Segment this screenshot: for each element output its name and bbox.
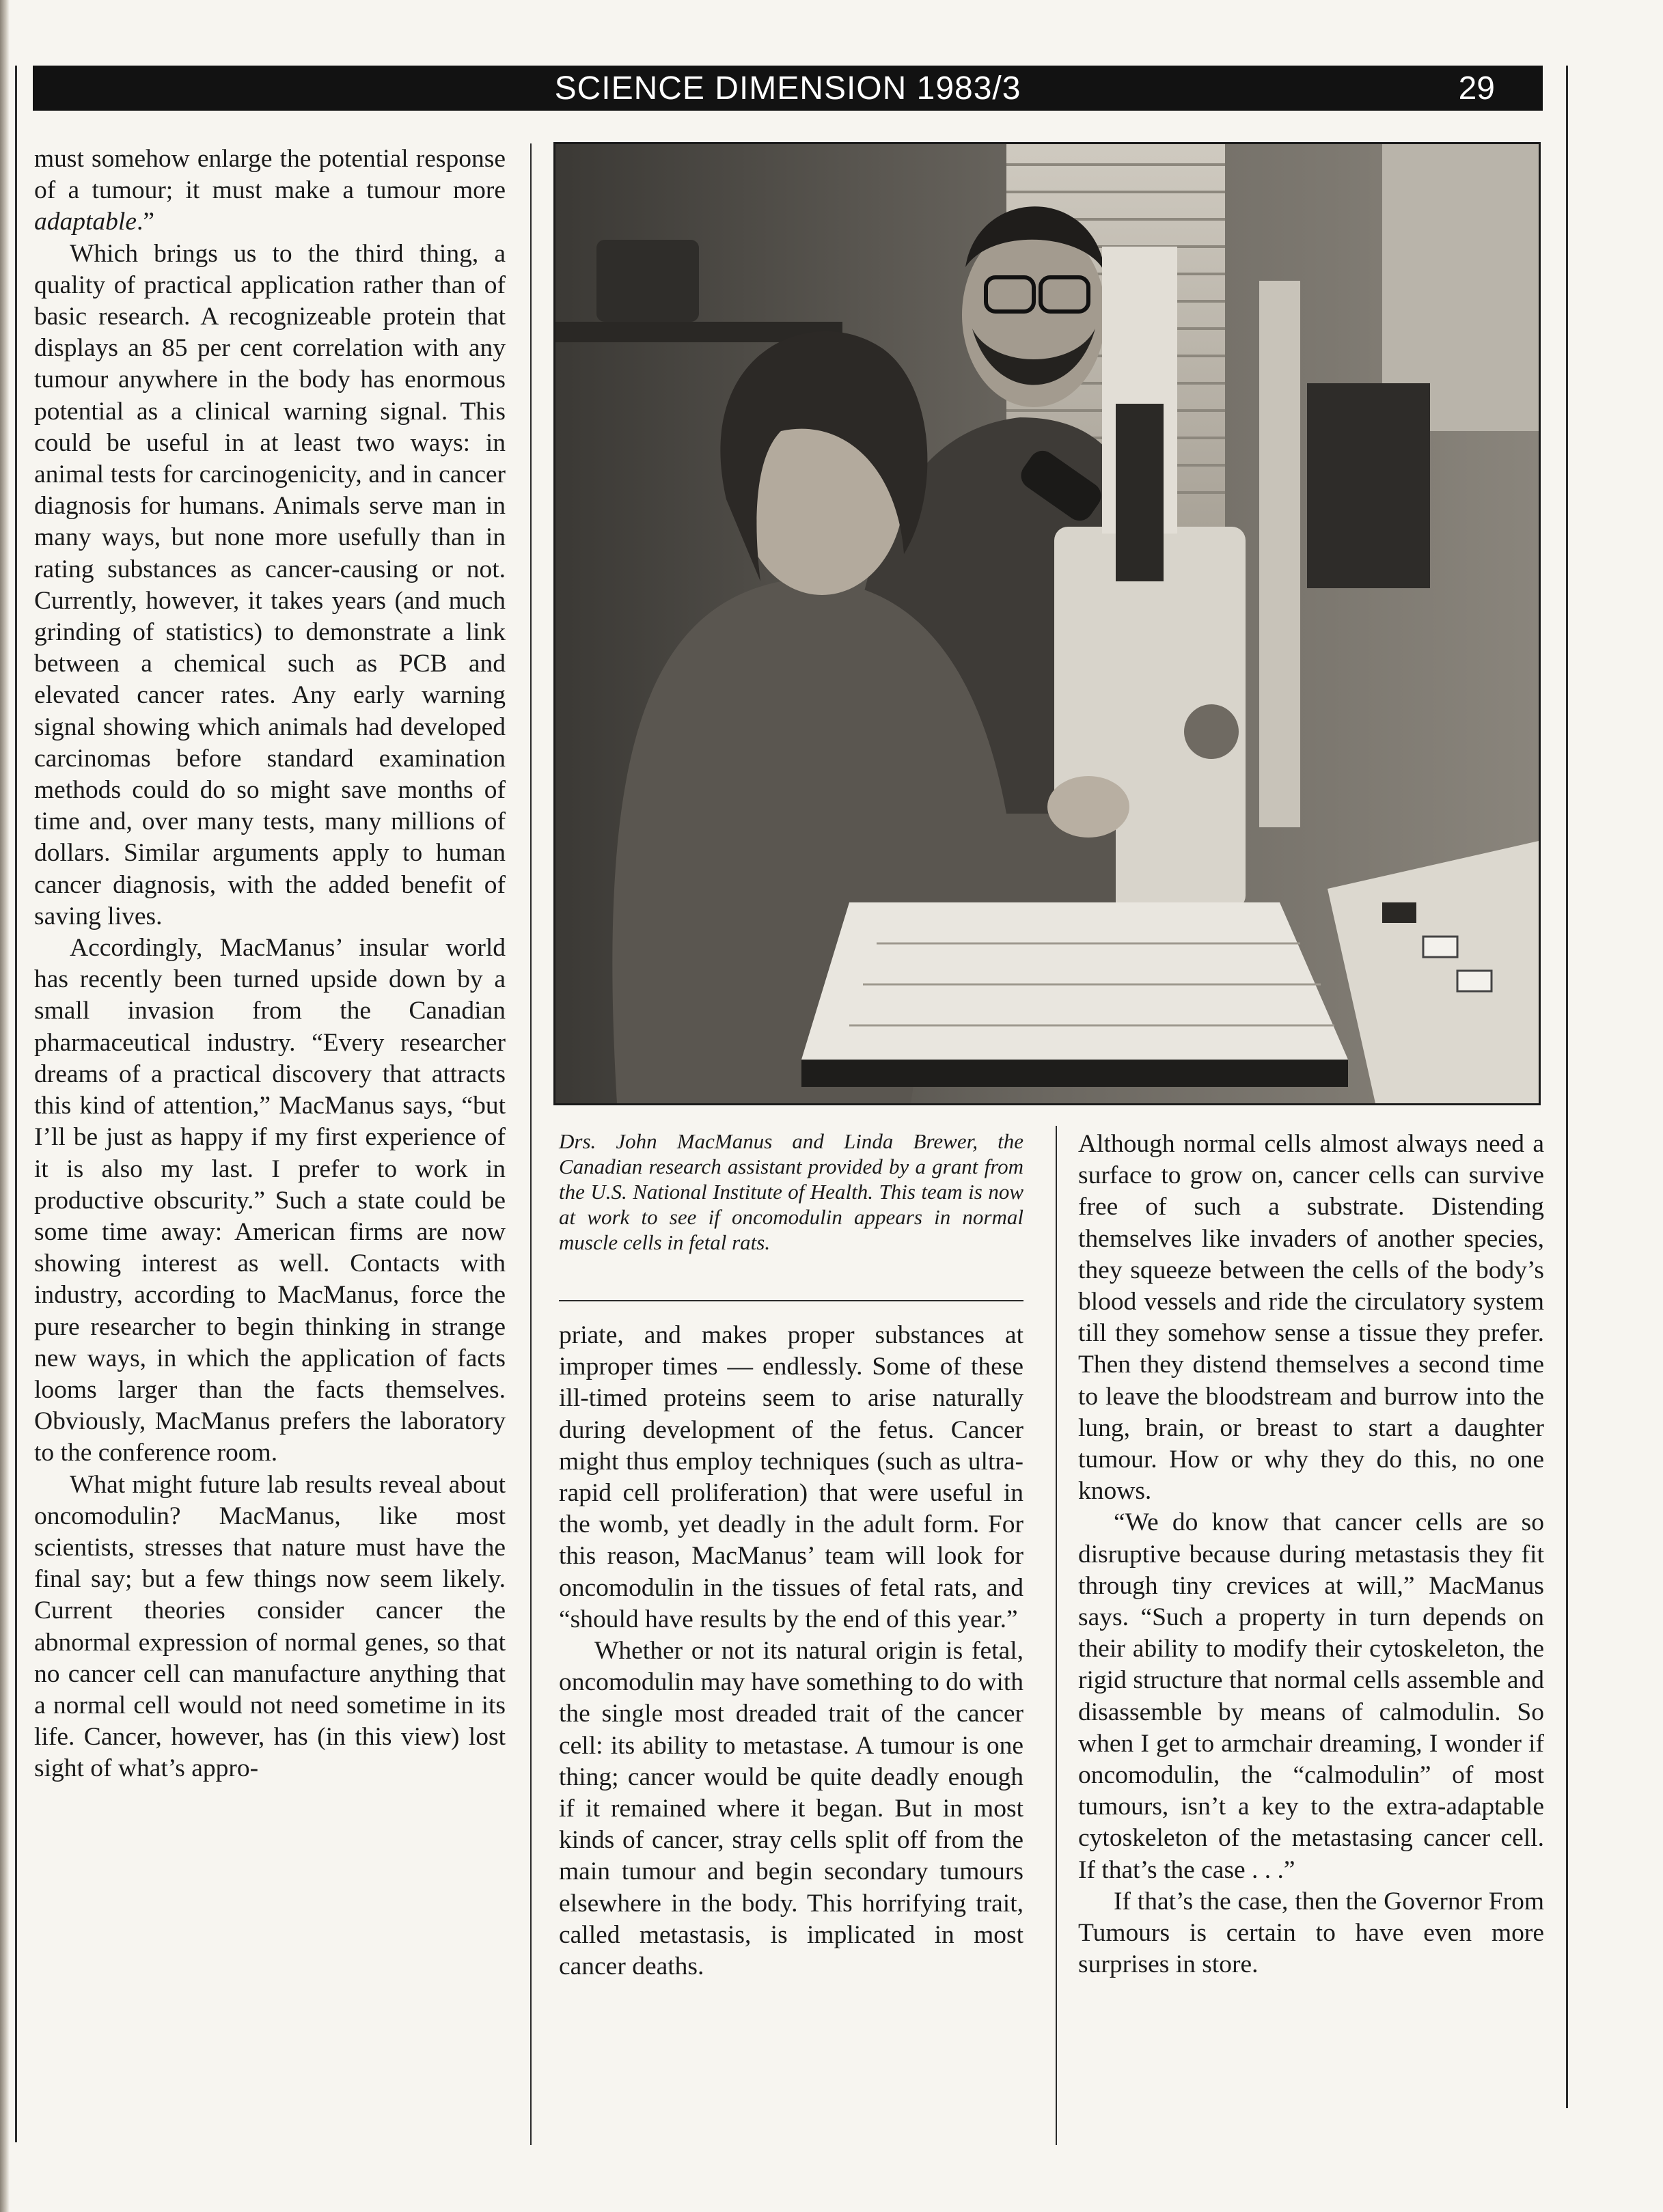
shelf-equipment	[596, 240, 699, 322]
left-margin-rule	[15, 66, 17, 2142]
text-span: .”	[136, 208, 155, 236]
photo-caption: Drs. John MacManus and Linda Brewer, the Canadian research assistant provided by a grant from the U.S. National Institute of Health. This team is now at work to see if oncomodulin appears in normal muscle cells in fetal rats.	[559, 1129, 1023, 1254]
paragraph: “We do know that cancer cells are so disruptive because during metastasis they fit through tiny crevices at will,” MacManus says. “Such a property in turn depends on their ability to modify their cytoskeleton, the rigid structure that normal cells assemble and disassemble by means of calmodulin. So when I get to armchair dreaming, I wonder if oncomodulin, the “calmodulin” of most tumours, isn’t a key to the extra-adaptable cytoskeleton of the metastasing cancer cell. If that’s the case . . .”	[1078, 1508, 1544, 1884]
paragraph: If that’s the case, then the Governor From Tumours is certain to have even more surprises in store.	[1078, 1887, 1544, 1979]
paragraph: Whether or not its natural origin is fetal, oncomodulin may have something to do with the single most dreaded trait of the cancer cell: its ability to metastase. A tumour is one thing; cancer would be quite deadly enough if it remained where it began. But in most kinds of cancer, stray cells split off from the main tumour and begin secondary tumours elsewhere in the body. This horrifying trait, called metastasis, is implicated in most cancer deaths.	[559, 1637, 1023, 1981]
text-column-1	[34, 143, 506, 1785]
page-number: 29	[1458, 70, 1495, 107]
publication-title: SCIENCE DIMENSION 1983/3	[554, 70, 1021, 107]
lab-photograph	[553, 142, 1541, 1105]
emphasis-text: adaptable	[34, 208, 137, 236]
text-column-2	[559, 1320, 1023, 1982]
caption-rule	[559, 1300, 1023, 1301]
page-edge	[0, 0, 10, 2212]
paragraph: Which brings us to the third thing, a quality of practical application rather than of basic research. A recognizeable protein that displays an 85 per cent correlation with any tumour anywhere in the body has enormous potential as a clinical warning signal. This could be useful in at least two ways: in animal tests for carcinogenicity, and in cancer diagnosis for humans. Animals serve man in many ways, but none more usefully than in rating substances as cancer-causing or not. Currently, however, it takes years (and much grinding of statistics) to demonstrate a link between a chemical such as PCB and elevated cancer rates. Any early warning signal showing which animals had developed carcinomas before standard examination methods could do so might save months of time and, over many tests, many millions of dollars. Similar arguments apply to human cancer diagnosis, with the added benefit of saving lives.	[34, 239, 506, 930]
text-span: must somehow enlarge the potential response of a tumour; it must make a tumour more	[34, 145, 506, 205]
text-column-3	[1078, 1129, 1544, 1980]
column-rule-2	[1056, 1126, 1057, 2145]
right-margin-rule	[1566, 66, 1568, 2108]
column-rule-1	[530, 143, 532, 2145]
paragraph: Accordingly, MacManus’ insular world has recently been turned upside down by a small invasion from the Canadian pharmaceutical industry. “Every researcher dreams of a practical discovery that attracts this kind of attention,” MacManus says, “but I’ll be just as happy if my first experience of it is also my last. I prefer to work in productive obscurity.” Such a state could be some time away: American firms are now showing interest as well. Contacts with industry, according to MacManus, force the pure researcher to begin thinking in strange new ways, in which the application of facts looms larger than the facts themselves. Obviously, MacManus prefers the laboratory to the conference room.	[34, 934, 506, 1467]
paragraph: priate, and makes proper substances at improper times — endlessly. Some of these ill-timed proteins seem to arise naturally during development of the fetus. Cancer might thus employ techniques (such as ultra-rapid cell proliferation) that were useful in the womb, yet deadly in the adult form. For this reason, MacManus’ team will look for oncomodulin in the tissues of fetal rats, and “should have results by the end of this year.”	[559, 1321, 1023, 1633]
paragraph	[34, 143, 506, 238]
paragraph: Although normal cells almost always need a surface to grow on, cancer cells can survive free of such a substrate. Distending themselves like invaders of another species, they squeeze between the cells of the body’s blood vessels and ride the circulatory system till they somehow sense a tissue they prefer. Then they distend themselves a second time to leave the bloodstream and burrow into the lung, brain, or breast to start a daughter tumour. How or why they do this, no one knows.	[1078, 1130, 1544, 1506]
running-header	[33, 66, 1543, 111]
slide-tray	[801, 902, 1348, 1087]
paragraph: What might future lab results reveal about oncomodulin? MacManus, like most scientists, stresses that nature must have the final say; but a few things now seem likely. Current theories consider cancer the abnormal expression of normal genes, so that no cancer cell can manufacture anything that a normal cell would not need sometime in its life. Cancer, however, has (in this view) lost sight of what’s appro-	[34, 1470, 506, 1783]
photo-illustration	[555, 144, 1539, 1103]
